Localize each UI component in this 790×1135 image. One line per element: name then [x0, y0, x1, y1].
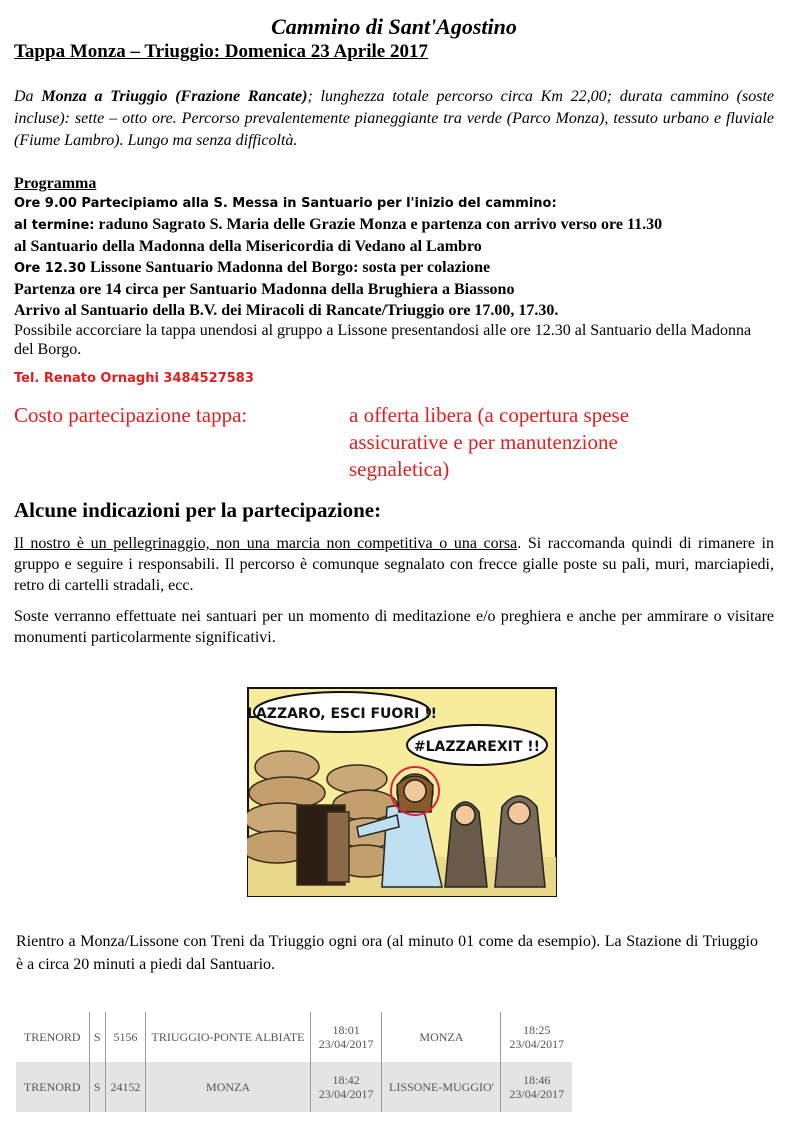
table-row [16, 1062, 572, 1112]
intro-paragraph [14, 86, 774, 152]
train-operator: TRENORD [16, 1062, 89, 1112]
train-number: 5156 [105, 1012, 145, 1062]
train-category: S [89, 1012, 105, 1062]
train-departure [310, 1012, 381, 1062]
train-arrival [501, 1062, 572, 1112]
arr-date: 23/04/2017 [509, 1087, 565, 1101]
program-line-5: Partenza ore 14 circa per Santuario Madonna della Brughiera a Biassono [14, 281, 515, 298]
speech-bubble-1 [247, 692, 437, 732]
program-line-4-text: Lissone Santuario Madonna del Borgo: sosta per colazione [85, 259, 491, 276]
program-line-4 [14, 257, 774, 279]
program-line-1: Ore 9.00 Partecipiamo alla S. Messa in Santuario per l'inizio del cammino: [14, 196, 557, 211]
intro-prefix: Da [14, 88, 42, 105]
document-title: Cammino di Sant'Agostino [271, 14, 517, 39]
program-line-3: al Santuario della Madonna della Misericordia di Vedano al Lambro [14, 238, 482, 255]
dep-time: 18:01 [332, 1023, 360, 1037]
train-from: MONZA [146, 1062, 311, 1112]
intro-text: ; lunghezza totale percorso circa Km 22,00; durata cammino (soste incluse): sette – otto ore. Percorso prevalentemente pianeggiante tra verde (Parco Monza), tessuto urbano e fluviale (Fiume Lambro). Lungo ma senza difficoltà. [14, 88, 775, 149]
train-number: 24152 [105, 1062, 145, 1112]
program-line-4-label: Ore 12.30 [14, 261, 86, 276]
conditions-heading: Alcune indicazioni per la partecipazione: [14, 498, 382, 522]
intro-route: Monza a Triuggio (Frazione Rancate) [41, 88, 308, 105]
program-line-2-label: al termine: [14, 218, 95, 233]
conditions-paragraph-1 [14, 533, 774, 596]
train-departure [310, 1062, 381, 1112]
cost-section [14, 402, 774, 483]
bubble-2-text: #LAZZAREXIT !! [413, 739, 541, 755]
table-row [16, 1012, 572, 1062]
program-line-2-text: raduno Sagrato S. Maria delle Grazie Monza e partenza con arrivo verso ore 11.30 [94, 216, 663, 233]
program-note: Possibile accorciare la tappa unendosi al gruppo a Lissone presentandosi alle ore 12.30 al Santuario della Madonna del Borgo. [14, 322, 752, 358]
dep-time: 18:42 [332, 1073, 360, 1087]
bubble-1-text: LAZZARO, ESCI FUORI !! [247, 706, 437, 722]
speech-bubble-2 [407, 725, 547, 765]
cost-value: a offerta libera (a copertura spese assicurative e per manutenzione segnaletica) [349, 403, 630, 481]
dep-date: 23/04/2017 [318, 1037, 374, 1051]
train-arrival [501, 1012, 572, 1062]
arr-date: 23/04/2017 [509, 1037, 565, 1051]
train-table [16, 1012, 572, 1112]
document [14, 0, 774, 648]
conditions-paragraph-2: Soste verranno effettuate nei santuari per un momento di meditazione e/o preghiera e anche per ammirare o visitare monumenti particolarmente significativi. [14, 608, 774, 646]
dep-date: 23/04/2017 [318, 1087, 374, 1101]
stage-subtitle: Tappa Monza – Triuggio: Domenica 23 Aprile 2017 [14, 41, 428, 62]
conditions-underlined: Il nostro è un pellegrinaggio, non una marcia non competitiva o una corsa [14, 535, 518, 552]
train-operator: TRENORD [16, 1012, 89, 1062]
arr-time: 18:25 [523, 1023, 551, 1037]
program-heading: Programma [14, 175, 97, 192]
return-info: Rientro a Monza/Lissone con Treni da Triuggio ogni ora (al minuto 01 come da esempio). La Stazione di Triuggio è a circa 20 minuti a piedi dal Santuario. [16, 933, 758, 973]
program-line-2 [14, 214, 774, 236]
train-to: MONZA [382, 1012, 501, 1062]
arr-time: 18:46 [523, 1073, 551, 1087]
train-from: TRIUGGIO-PONTE ALBIATE [146, 1012, 311, 1062]
cost-label: Costo partecipazione tappa: [14, 403, 248, 427]
train-category: S [89, 1062, 105, 1112]
program-section [14, 175, 774, 387]
cartoon-illustration [247, 687, 557, 897]
conditions-p1-rest: . Si raccomanda quindi di rimanere in gruppo e seguire i responsabili. Il percorso è comunque segnalato con frecce gialle poste su pali, muri, marciapiedi, retro di cartelli stradali, ecc. [14, 535, 774, 594]
train-to: LISSONE-MUGGIO' [382, 1062, 501, 1112]
contact-phone: Tel. Renato Ornaghi 3484527583 [14, 371, 254, 386]
program-line-6: Arrivo al Santuario della B.V. dei Miracoli di Rancate/Triuggio ore 17.00, 17.30. [14, 302, 559, 319]
